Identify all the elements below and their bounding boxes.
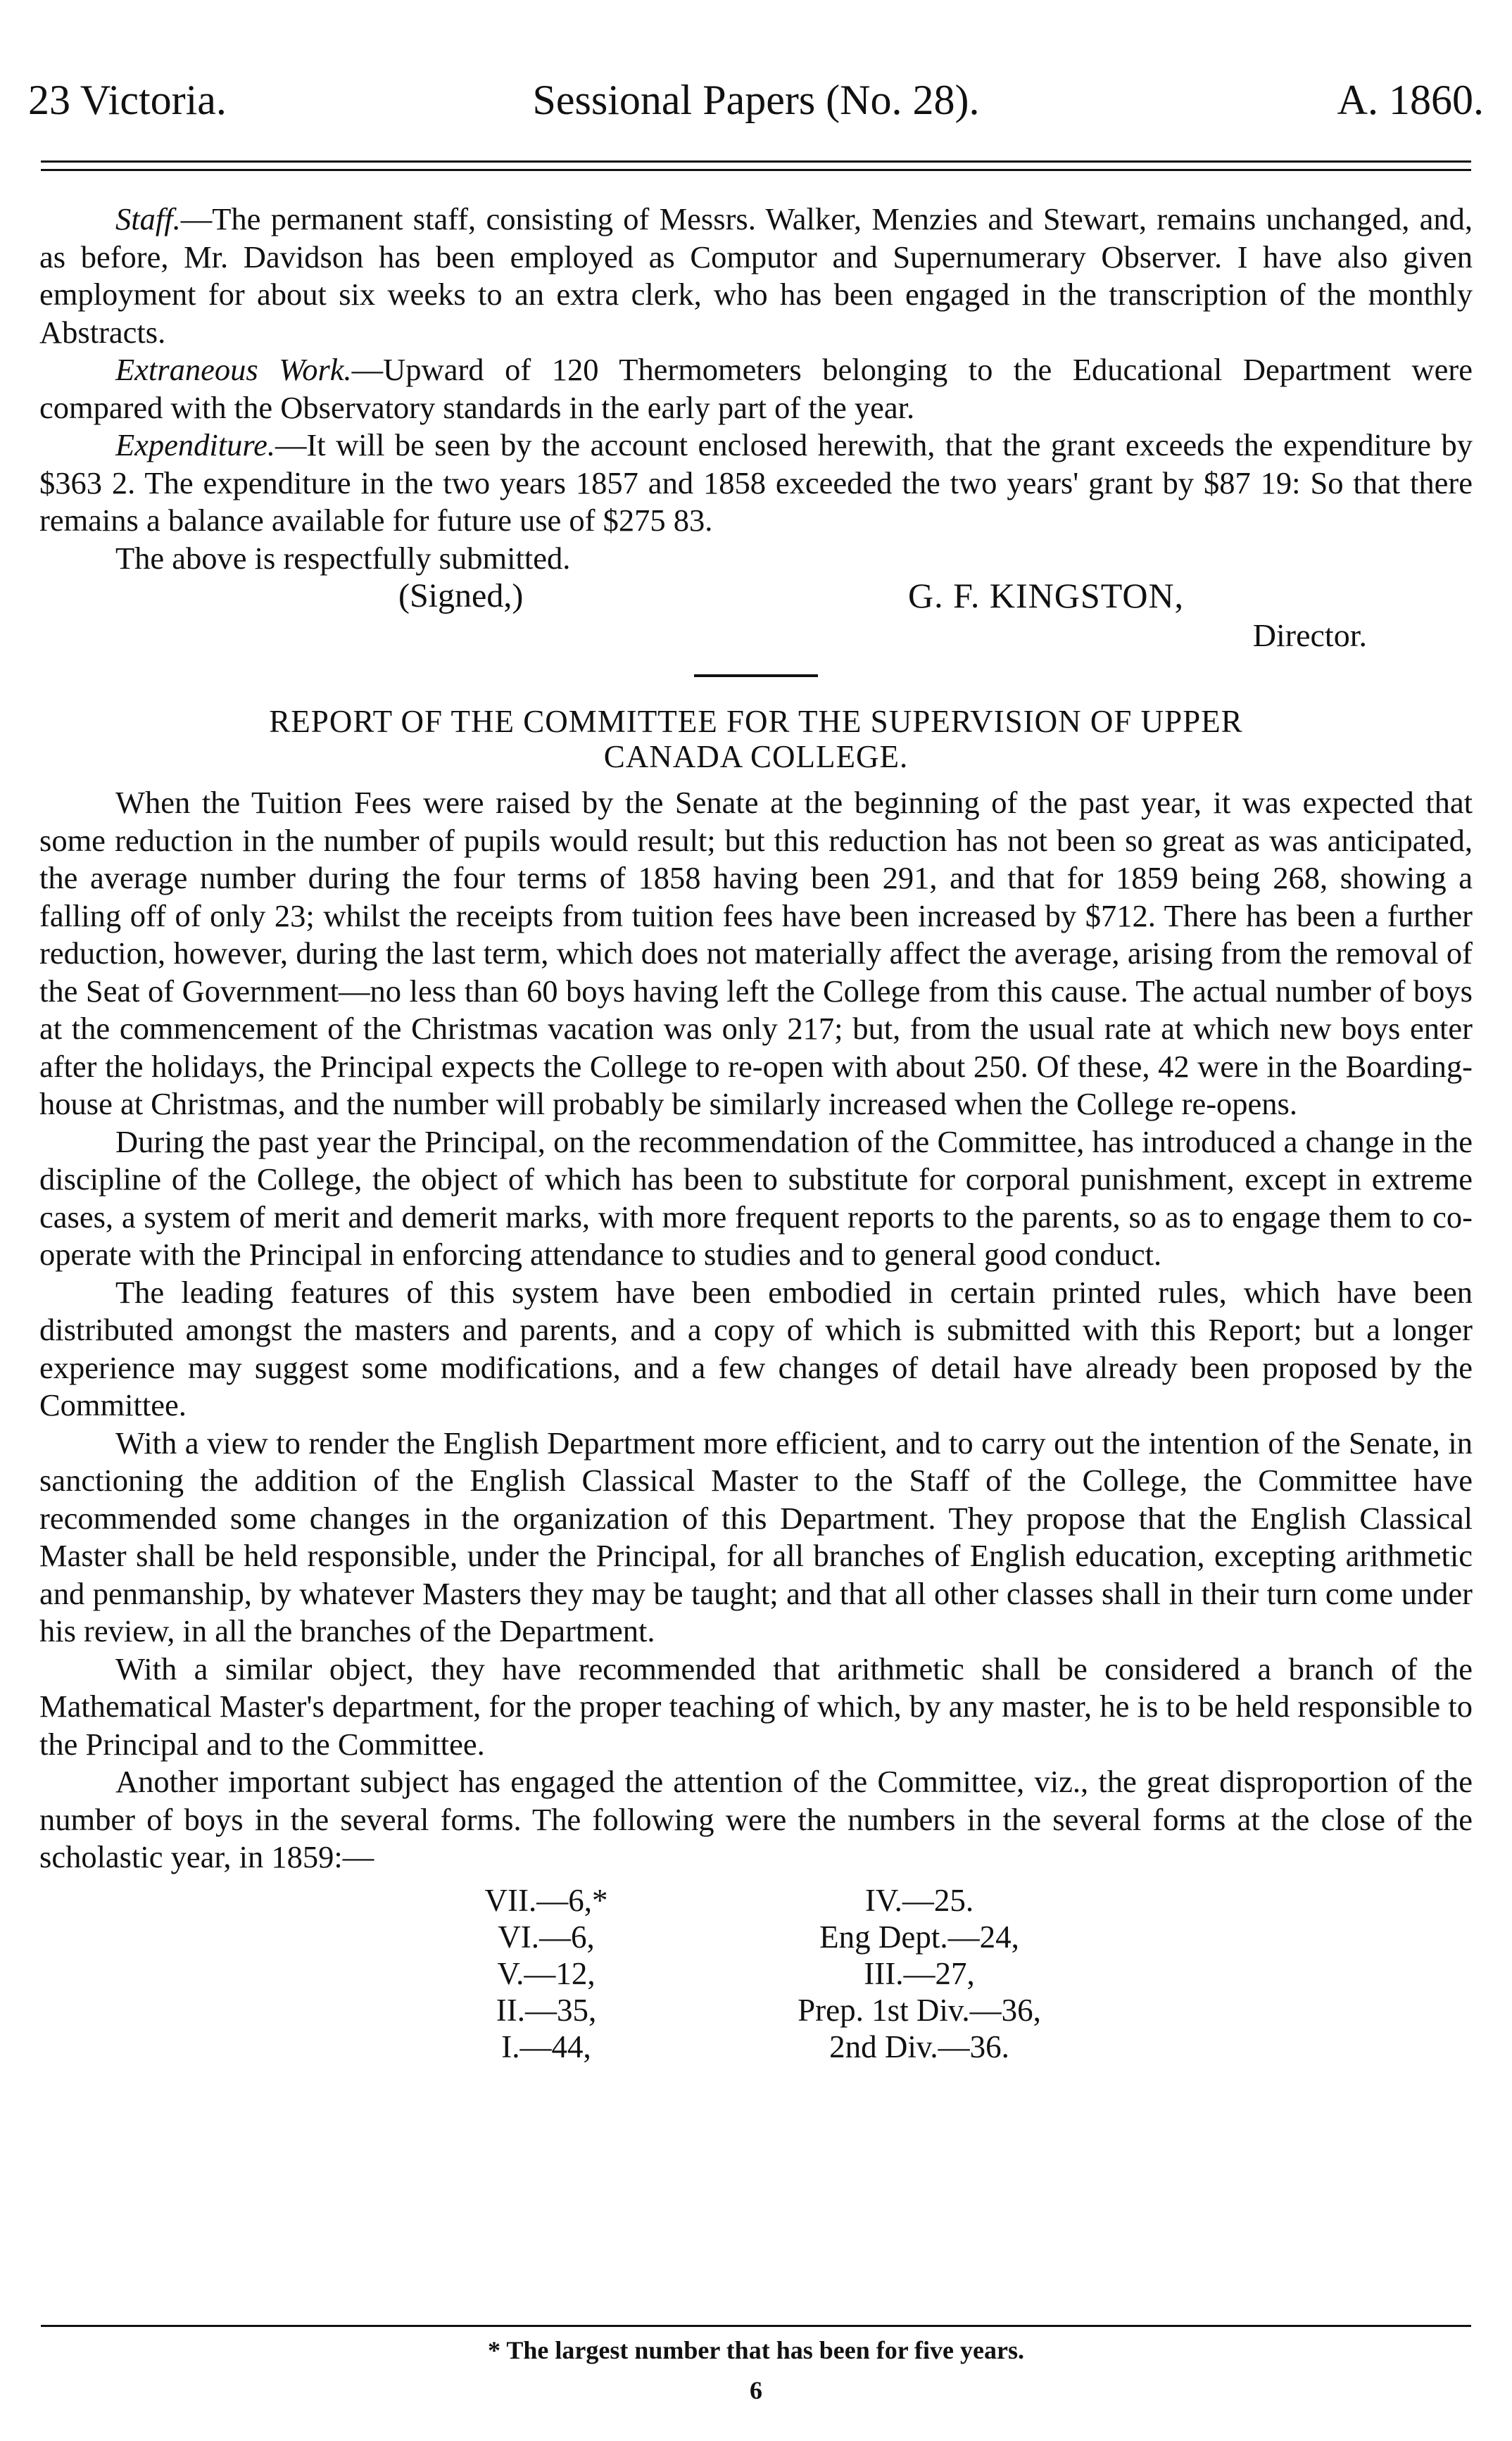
report-paragraph: When the Tuition Fees were raised by the Senate at the beginning of the past year, it was expected that some reduction in the number of pupils would result; but this reduction has not been so great as was anticipated, the average number during the four terms of 1858 having been 291, and that for 1859 being 268, showing a falling off of only 23; whilst the receipts from tuition fees have been increased by $712. There has been a further reduction, however, during the last term, which does not materially affect the average, arising from the removal of the Seat of Government—no less than 60 boys having left the College from this cause. The actual number of boys at the commencement of the Christmas vacation was only 217; but, from the usual rate at which new boys enter after the holidays, the Principal expects the College to re-open with about 250. Of these, 42 were in the Boarding-house at Christmas, and the number will probably be similarly increased when the College re-opens. <box>39 785 1473 1121</box>
form-entry-right: Prep. 1st Div.—36, <box>798 1992 1041 2028</box>
footnote: * The largest number that has been for five years. <box>488 2336 1024 2364</box>
form-entry-left: II.—35, <box>496 1992 597 2028</box>
running-header <box>28 72 1484 128</box>
staff-paragraph <box>39 201 1473 351</box>
extraneous-label: Extraneous Work. <box>115 352 352 387</box>
report-paragraph: With a view to render the English Department more efficient, and to carry out the intention of the Senate, in sanctioning the addition of the English Classical Master to the Staff of the College, the Committee have recommended some changes in the organization of this Department. They propose that the English Classical Master shall be held responsible, under the Principal, for all branches of English education, excepting arithmetic and penmanship, by whatever Masters they may be taught; and that all other classes shall in their turn come under his review, in all the branches of the Department. <box>39 1425 1473 1648</box>
staff-text: —The permanent staff, consisting of Messrs. Walker, Menzies and Stewart, remains unchanged, and, as before, Mr. Davidson has been employed as Computor and Supernumerary Observer. I have also given employment for about six weeks to an extra clerk, who has been engaged in the transcription of the monthly Abstracts. <box>39 201 1473 350</box>
expenditure-paragraph <box>39 427 1473 540</box>
header-session: 23 Victoria. <box>28 77 227 123</box>
form-entry-left: VII.—6,* <box>484 1882 608 1918</box>
header-year: A. 1860. <box>1337 77 1484 123</box>
expenditure-label: Expenditure. <box>115 427 275 462</box>
report-paragraph: During the past year the Principal, on the recommendation of the Committee, has introduced a change in the discipline of the College, the object of which has been to substitute for corporal punishment, except in extreme cases, a system of merit and demerit marks, with more frequent reports to the parents, so as to engage them to co-operate with the Principal in enforcing attendance to studies and to general good conduct. <box>39 1123 1473 1272</box>
form-entry-left: VI.—6, <box>498 1919 595 1955</box>
header-rule-bottom <box>41 169 1471 171</box>
footer-rule <box>41 2325 1471 2327</box>
report-title <box>39 704 1473 774</box>
page-number: 6 <box>750 2376 762 2404</box>
forms-table <box>398 1882 1473 2065</box>
extraneous-text: —Upward of 120 Thermometers belonging to the Educational Department were compared with the Observatory standards in the early part of the year. <box>39 352 1473 425</box>
signatory-title: Director. <box>1252 617 1367 653</box>
form-entry-right: Eng Dept.—24, <box>819 1919 1019 1955</box>
extraneous-paragraph <box>39 351 1473 427</box>
header-rule-top <box>41 160 1471 163</box>
section-divider <box>694 674 818 677</box>
signatory-name: G. F. KINGSTON, <box>908 576 1185 615</box>
signed-label: (Signed,) <box>398 577 524 614</box>
header-title: Sessional Papers (No. 28). <box>532 77 980 123</box>
staff-label: Staff. <box>115 201 181 236</box>
form-entry-left: V.—12, <box>497 1955 596 1991</box>
document-body <box>39 201 1473 2065</box>
closing-line: The above is respectfully submitted. <box>115 540 571 576</box>
form-entry-right: 2nd Div.—36. <box>829 2029 1009 2064</box>
form-entry-right: III.—27, <box>864 1955 975 1991</box>
report-title-line-1: REPORT OF THE COMMITTEE FOR THE SUPERVISION OF UPPER <box>269 704 1243 739</box>
form-entry-right: IV.—25. <box>864 1882 974 1918</box>
report-paragraph: With a similar object, they have recommended that arithmetic shall be considered a branch of the Mathematical Master's department, for the proper teaching of which, by any master, he is to be held responsible to the Principal and to the Committee. <box>39 1651 1473 1762</box>
report-title-line-2: CANADA COLLEGE. <box>603 739 909 774</box>
signature-line <box>39 577 1473 617</box>
expenditure-text: —It will be seen by the account enclosed herewith, that the grant exceeds the expenditure by $363 2. The expenditure in the two years 1857 and 1858 exceeded the two years' grant by $87 19: So that there remains a balance available for future use of $275 83. <box>39 427 1473 538</box>
report-paragraph: The leading features of this system have been embodied in certain printed rules, which have been distributed amongst the masters and parents, and a copy of which is submitted with this Report; but a longer experience may suggest some modifications, and a few changes of detail have already been proposed by the Committee. <box>39 1274 1473 1423</box>
report-paragraph: Another important subject has engaged the attention of the Committee, viz., the great disproportion of the number of boys in the several forms. The following were the numbers in the several forms at the close of the scholastic year, in 1859:— <box>39 1764 1473 1874</box>
form-entry-left: I.—44, <box>501 2029 591 2064</box>
